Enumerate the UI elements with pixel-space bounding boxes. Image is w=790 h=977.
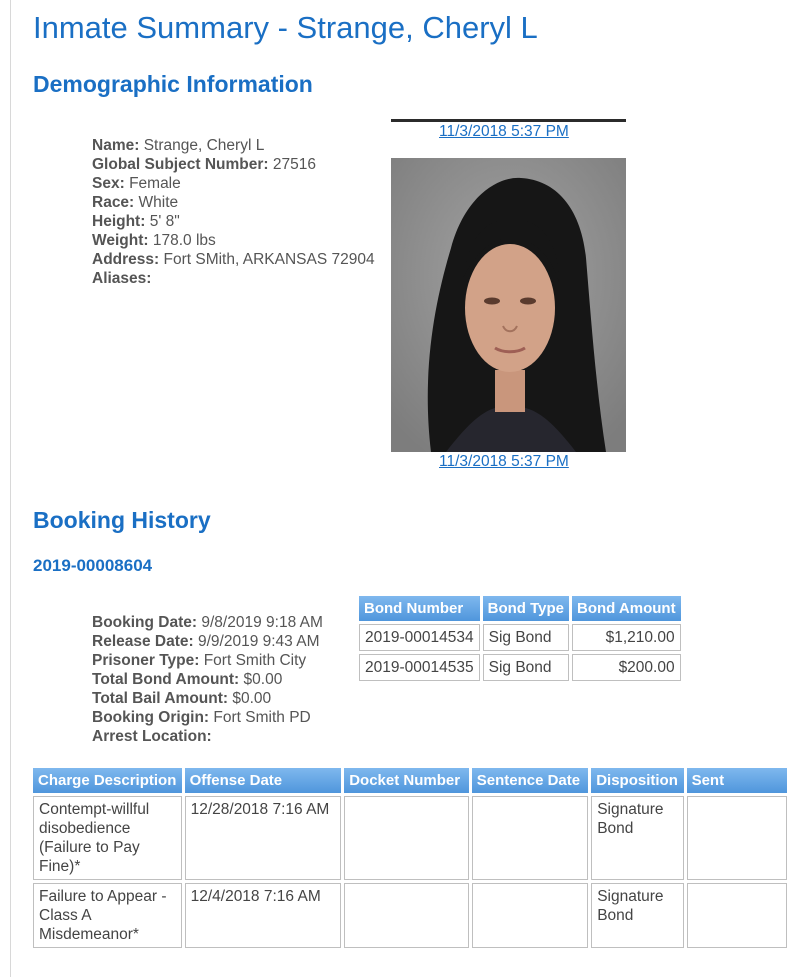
charge-table-header: [33, 768, 787, 793]
bond-type-cell: Sig Bond: [483, 654, 569, 681]
field-arrest-location: Arrest Location:: [92, 728, 212, 745]
page-title: Inmate Summary - Strange, Cheryl L: [33, 10, 538, 45]
bond-number-cell: 2019-00014534: [359, 624, 480, 651]
charge-description-cell: Failure to Appear - Class A Misdemeanor*: [33, 883, 182, 948]
sentence-date-cell: [472, 883, 588, 948]
charge-col-docket-number: Docket Number: [344, 768, 469, 793]
booking-number: 2019-00008604: [33, 556, 153, 575]
field-total-bond-amount: Total Bond Amount: $0.00: [92, 671, 283, 688]
charge-col-sent: Sent: [687, 768, 787, 793]
field-total-bail-amount: Total Bail Amount: $0.00: [92, 690, 272, 707]
field-release-date: Release Date: 9/9/2019 9:43 AM: [92, 633, 320, 650]
bond-number-cell: 2019-00014535: [359, 654, 480, 681]
field-prisoner-type: Prisoner Type: Fort Smith City: [92, 652, 307, 669]
field-name: Name: Strange, Cheryl L: [92, 137, 265, 154]
field-height: Height: 5' 8": [92, 213, 180, 230]
sent-cell: [687, 883, 787, 948]
charge-col-sentence-date: Sentence Date: [472, 768, 588, 793]
field-address: Address: Fort SMith, ARKANSAS 72904: [92, 251, 375, 268]
charge-description-cell: Contempt-willful disobedience (Failure to Pay Fine)*: [33, 796, 182, 880]
field-booking-date: Booking Date: 9/8/2019 9:18 AM: [92, 614, 323, 631]
field-global-subject-number: Global Subject Number: 27516: [92, 156, 316, 173]
table-row: [33, 796, 787, 880]
charge-col-disposition: Disposition: [591, 768, 683, 793]
bond-type-cell: Sig Bond: [483, 624, 569, 651]
field-aliases: Aliases:: [92, 270, 152, 287]
sentence-date-cell: [472, 796, 588, 880]
bond-col-type: Bond Type: [483, 596, 569, 621]
bond-amount-cell: $1,210.00: [572, 624, 681, 651]
field-sex: Sex: Female: [92, 175, 181, 192]
field-race: Race: White: [92, 194, 179, 211]
disposition-cell: Signature Bond: [591, 796, 683, 880]
field-weight: Weight: 178.0 lbs: [92, 232, 216, 249]
sent-cell: [687, 796, 787, 880]
charge-table: [30, 765, 790, 951]
offense-date-cell: 12/28/2018 7:16 AM: [185, 796, 342, 880]
booking-history-heading: Booking History: [33, 507, 211, 533]
disposition-cell: Signature Bond: [591, 883, 683, 948]
demographics-heading: Demographic Information: [33, 71, 313, 97]
photo-1-link[interactable]: 11/3/2018 5:37 PM: [439, 123, 569, 140]
docket-number-cell: [344, 796, 469, 880]
charge-col-description: Charge Description: [33, 768, 182, 793]
field-booking-origin: Booking Origin: Fort Smith PD: [92, 709, 311, 726]
charge-col-offense-date: Offense Date: [185, 768, 342, 793]
bond-amount-cell: $200.00: [572, 654, 681, 681]
bond-col-amount: Bond Amount: [572, 596, 681, 621]
docket-number-cell: [344, 883, 469, 948]
table-row: [33, 883, 787, 948]
offense-date-cell: 12/4/2018 7:16 AM: [185, 883, 342, 948]
photo-2-link[interactable]: 11/3/2018 5:37 PM: [439, 453, 569, 470]
bond-col-number: Bond Number: [359, 596, 480, 621]
